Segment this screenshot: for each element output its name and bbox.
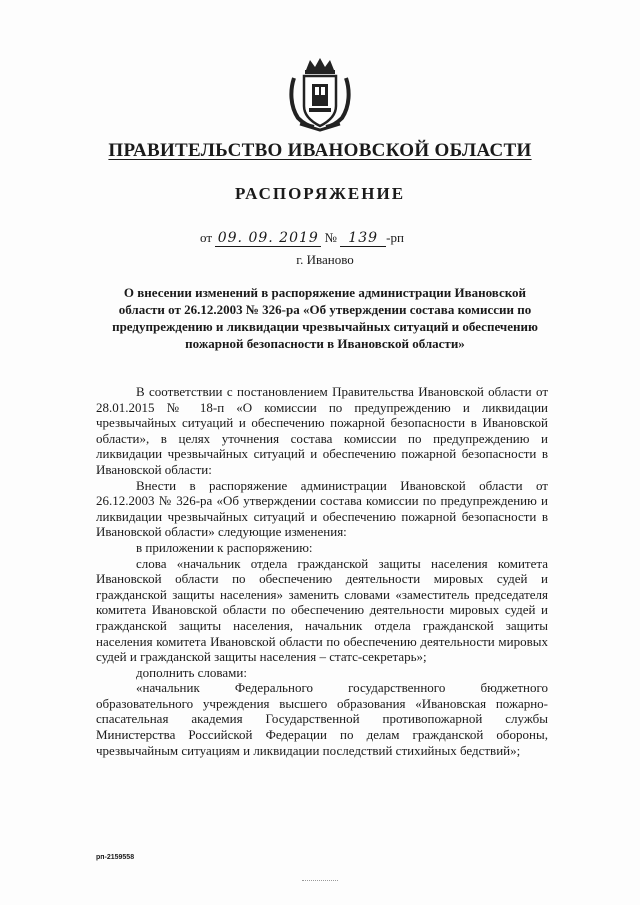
- footer-document-code: рп-2159558: [96, 854, 135, 861]
- handwritten-date: 09. 09. 2019: [215, 230, 321, 247]
- scan-artifact: [302, 880, 338, 881]
- body-paragraph: Внести в распоряжение администрации Ивановской области от 26.12.2003 № 326-ра «Об утверждении состава комиссии по предупреждению и ликвидации чрезвычайных ситуаций и обеспечению пожарной безопасности в Ивановской области» следующие изменения:: [96, 477, 548, 540]
- body-paragraph: в приложении к распоряжению:: [136, 539, 313, 555]
- date-prefix: от: [200, 230, 213, 245]
- number-sign: №: [324, 230, 337, 245]
- document-type-heading: РАСПОРЯЖЕНИЕ: [234, 184, 406, 203]
- number-suffix: -рп: [386, 230, 404, 245]
- date-number-line: [200, 230, 440, 247]
- body-paragraph: слова «начальник отдела гражданской защиты населения комитета Ивановской области по обеспечению деятельности мировых судей и гражданской защиты населения» заменить словами «заместитель председателя комитета Ивановской области по обеспечению деятельности мировых судей и гражданской защиты населения, начальник отдела гражданской защиты населения комитета Ивановской области по обеспечению деятельности мировых судей и гражданской защиты населения – статс-секретарь»;: [96, 555, 548, 665]
- government-title: ПРАВИТЕЛЬСТВО ИВАНОВСКОЙ ОБЛАСТИ: [108, 140, 532, 161]
- document-body: [96, 384, 548, 758]
- body-paragraph: дополнить словами:: [136, 664, 247, 680]
- city-line: г. Иваново: [296, 252, 354, 267]
- coat-of-arms-icon: [288, 56, 352, 132]
- body-paragraph: «начальник Федерального государственного бюджетного образовательного учреждения высшего образования «Ивановская пожарно-спасательная академия Государственной противопожарной службы Министерства Российской Федерации по делам гражданской обороны, чрезвычайным ситуациям и ликвидации последствий стихийных бедствий»;: [96, 680, 548, 758]
- handwritten-number: 139: [340, 230, 386, 247]
- body-paragraph: В соответствии с постановлением Правительства Ивановской области от 28.01.2015 № 18-п «О комиссии по предупреждению и ликвидации чрезвычайных ситуаций и обеспечению пожарной безопасности в Ивановской области», в целях уточнения состава комиссии по предупреждению и ликвидации чрезвычайных ситуаций и обеспечению пожарной безопасности в Ивановской области:: [96, 384, 548, 477]
- document-subject: О внесении изменений в распоряжение администрации Ивановской области от 26.12.2003 № 326-ра «Об утверждении состава комиссии по предупреждению и ликвидации чрезвычайных ситуаций и обеспечению пожарной безопасности в Ивановской области»: [112, 285, 538, 351]
